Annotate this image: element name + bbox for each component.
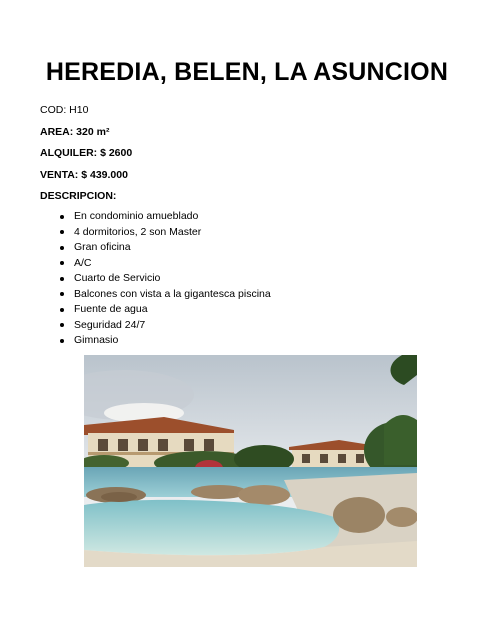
list-item: A/C — [58, 257, 271, 273]
list-item: En condominio amueblado — [58, 210, 271, 226]
list-item: Gimnasio — [58, 334, 271, 350]
pool-photo — [84, 355, 417, 567]
features-list — [58, 210, 271, 350]
list-item: Seguridad 24/7 — [58, 319, 271, 335]
area-field: AREA: 320 m² — [40, 125, 110, 138]
list-item: Fuente de agua — [58, 303, 271, 319]
page-title: HEREDIA, BELEN, LA ASUNCION — [45, 58, 449, 86]
property-fields — [40, 104, 132, 212]
list-item: 4 dormitorios, 2 son Master — [58, 226, 271, 242]
list-item: Cuarto de Servicio — [58, 272, 271, 288]
alquiler-field: ALQUILER: $ 2600 — [40, 147, 133, 159]
venta-field: VENTA: $ 439.000 — [40, 168, 128, 181]
list-item: Gran oficina — [58, 241, 271, 257]
cod-field: COD: H10 — [40, 104, 89, 116]
descripcion-heading: DESCRIPCION: — [40, 190, 117, 202]
list-item: Balcones con vista a la gigantesca piscina — [58, 288, 271, 304]
